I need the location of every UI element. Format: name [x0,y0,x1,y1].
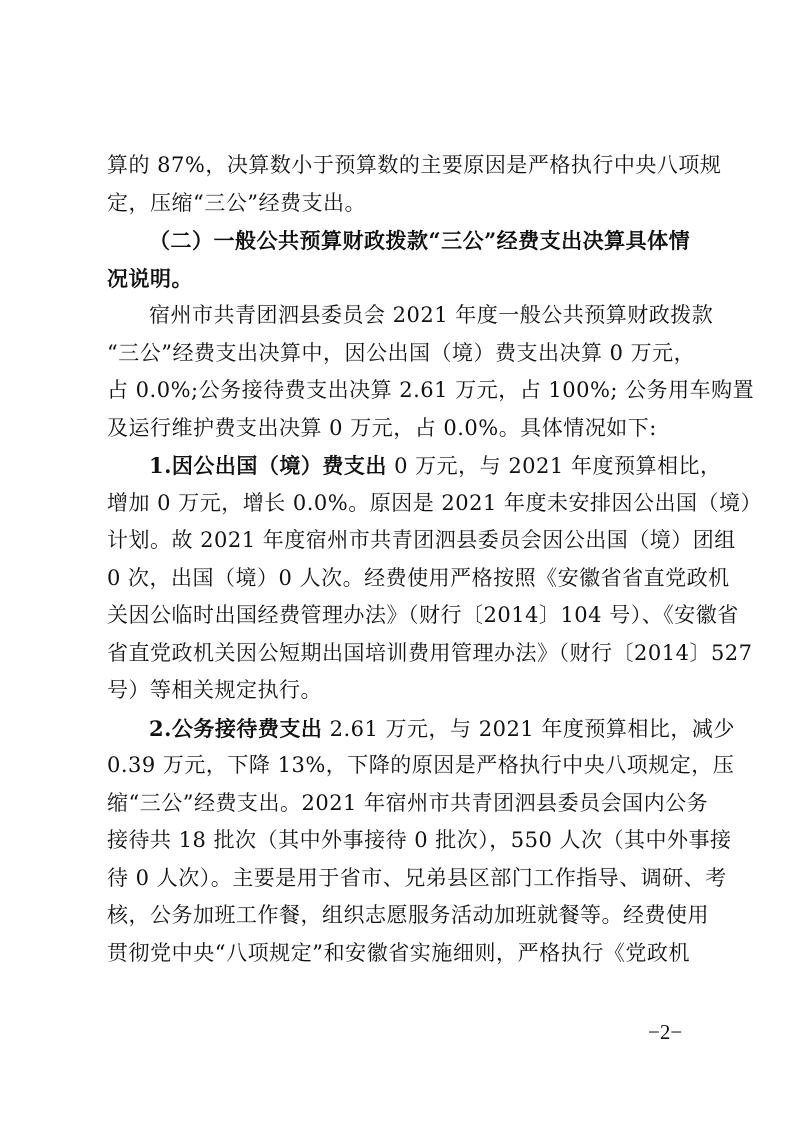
paragraph-first-line [107,710,735,748]
text-line: 2.61 万元，与 2021 年度预算相比，减少 [322,716,735,741]
section-heading: 况说明。 [107,265,193,291]
text-line: 接待共 18 批次（其中外事接待 0 批次），550 人次（其中外事接 [107,828,732,852]
text-line: 占 0.0%;公务接待费支出决算 2.61 万元，占 100%; 公务用车购置 [107,378,755,402]
text-line: 缩“三公”经费支出。2021 年宿州市共青团泗县委员会国内公务 [107,790,709,815]
text-line: 0.39 万元，下降 13%，下降的原因是严格执行中央八项规定，压 [107,753,735,777]
page-number: −2− [648,1020,683,1044]
subsection-heading: 2.公务接待费支出 [149,715,323,741]
text-line: 贯彻党中央“八项规定”和安徽省实施细则，严格执行《党政机 [107,940,690,965]
text-line: 0 万元，与 2021 年度预算相比， [386,454,722,478]
text-line: 算的 87%，决算数小于预算数的主要原因是严格执行中央八项规 [107,153,722,177]
text-line: 关因公临时出国经费管理办法》（财行〔2014〕104 号）、《安徽省 [107,603,739,627]
document-body [107,147,763,972]
text-line: 增加 0 万元，增长 0.0%。原因是 2021 年度未安排因公出国（境） [107,490,763,515]
text-line: 及运行维护费支出决算 0 万元，占 0.0%。具体情况如下: [107,415,657,440]
text-line: 省直党政机关因公短期出国培训费用管理办法》（财行〔2014〕527 [107,640,753,665]
text-line: “三公”经费支出决算中，因公出国（境）费支出决算 0 万元， [107,340,696,365]
paragraph-first-line [107,447,722,485]
text-line: 计划。故 2021 年度宿州市共青团泗县委员会因公出国（境）团组 [107,528,736,552]
text-line: 宿州市共青团泗县委员会 2021 年度一般公共预算财政拨款 [149,303,714,327]
text-line: 号）等相关规定执行。 [107,678,322,702]
text-line: 待 0 人次）。主要是用于省市、兄弟县区部门工作指导、调研、考 [107,865,727,890]
text-line: 核，公务加班工作餐，组织志愿服务活动加班就餐等。经费使用 [107,903,709,927]
text-line: 0 次，出国（境）0 人次。经费使用严格按照《安徽省省直党政机 [107,565,730,590]
section-heading: （二）一般公共预算财政拨款“三公”经费支出决算具体情 [149,228,691,253]
text-line: 定，压缩“三公”经费支出。 [107,190,366,215]
subsection-heading: 1.因公出国（境）费支出 [149,453,387,478]
